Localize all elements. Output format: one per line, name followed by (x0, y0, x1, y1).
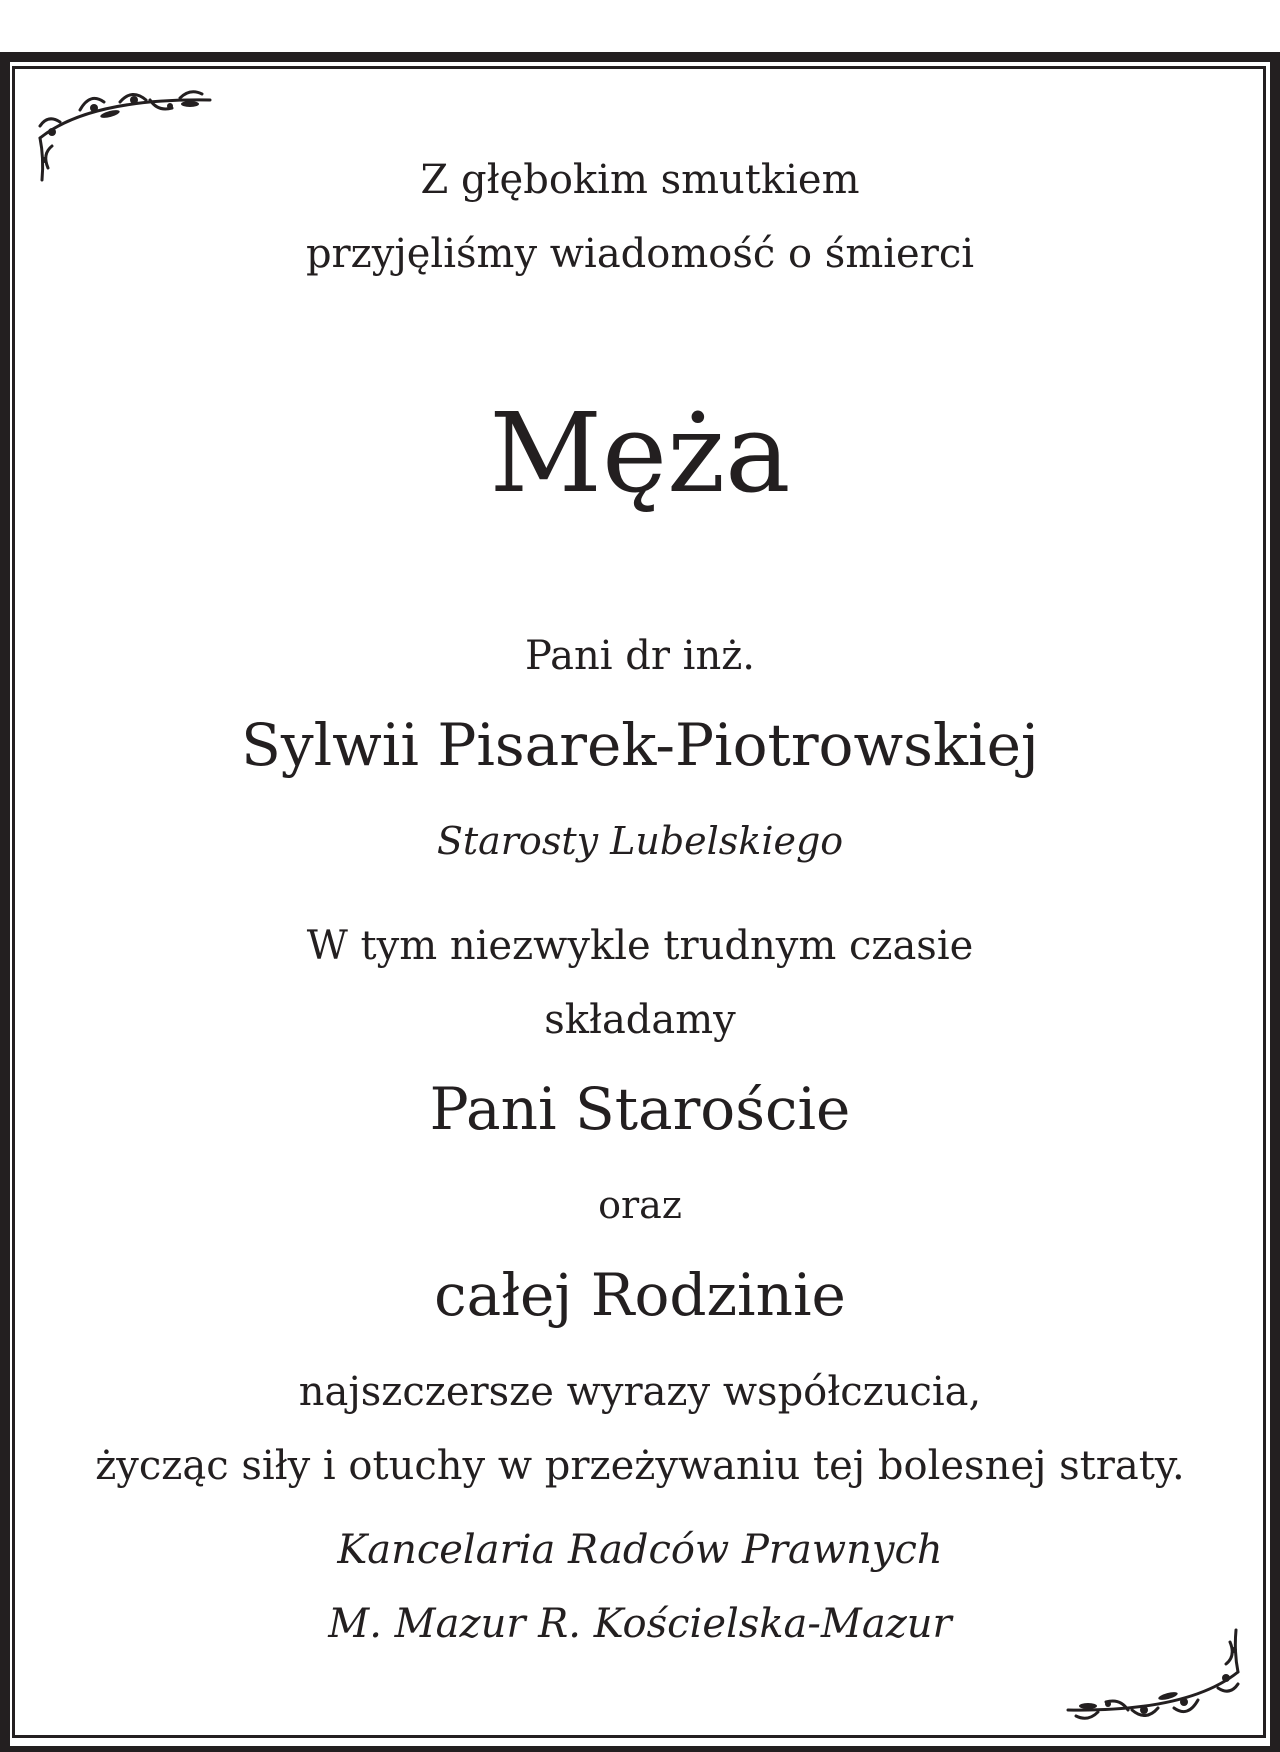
message-line-2: składamy (544, 997, 736, 1043)
condolence-line-2: życząc siły i otuchy w przeżywaniu tej bolesnej straty. (95, 1443, 1185, 1489)
honorific: Pani dr inż. (524, 633, 756, 679)
signature-line-2: M. Mazur R. Kościelska-Mazur (328, 1601, 952, 1647)
conjunction: oraz (598, 1183, 682, 1227)
person-name: Sylwii Pisarek-Piotrowskiej (241, 711, 1039, 779)
addressee-2: całej Rodzinie (434, 1261, 846, 1329)
addressee-1: Pani Staroście (429, 1075, 851, 1143)
message-line-1: W tym niezwykle trudnym czasie (306, 923, 974, 969)
deceased-heading: Męża (489, 389, 791, 517)
condolence-line-1: najszczersze wyrazy współczucia, (298, 1369, 982, 1415)
intro-line-2: przyjęliśmy wiadomość o śmierci (305, 231, 975, 277)
person-title: Starosty Lubelskiego (436, 819, 844, 863)
intro-line-1: Z głębokim smutkiem (420, 157, 860, 203)
signature-line-1: Kancelaria Radców Prawnych (337, 1527, 943, 1573)
